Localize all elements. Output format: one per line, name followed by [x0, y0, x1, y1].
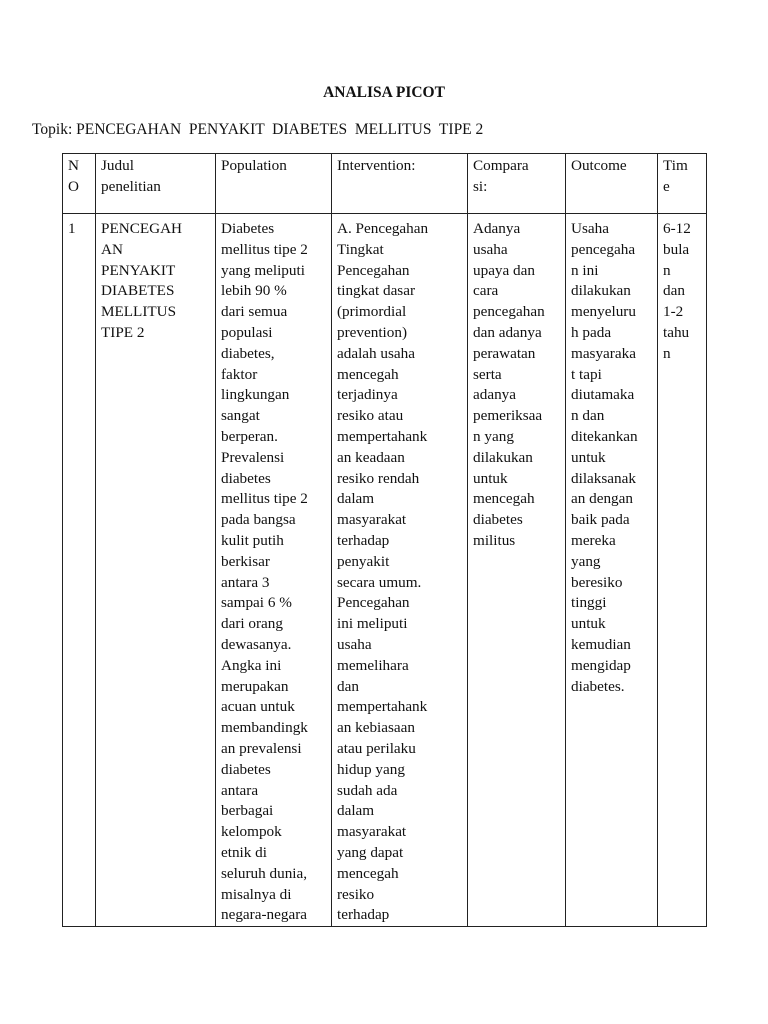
- cell-text-line: PENCEGAH: [101, 220, 183, 237]
- cell-text-line: masyaraka: [571, 344, 636, 362]
- cell-text-line: Population: [221, 157, 287, 174]
- cell-text-line: h pada: [571, 323, 612, 341]
- header-comparasi: [468, 154, 566, 214]
- header-no: [63, 154, 96, 214]
- cell-text-line: yang: [571, 552, 601, 570]
- cell-text-line: negara-negara: [221, 906, 307, 924]
- cell-text-line: diutamaka: [571, 386, 635, 404]
- cell-text-line: n yang: [473, 427, 514, 445]
- cell-text-line: tahu: [663, 323, 690, 341]
- table-row: [63, 214, 707, 927]
- cell-text-line: cara: [473, 282, 499, 300]
- cell-text-line: Adanya: [473, 220, 521, 237]
- cell-judul: [96, 214, 216, 927]
- table-header-row: [63, 154, 707, 214]
- cell-text-line: lingkungan: [221, 386, 290, 404]
- cell-text-line: diabetes: [221, 760, 271, 778]
- cell-text-line: dan: [337, 677, 359, 695]
- cell-text-line: serta: [473, 365, 502, 383]
- cell-text-line: dilakukan: [473, 448, 533, 466]
- cell-text-line: dan: [663, 282, 685, 300]
- cell-text-line: etnik di: [221, 843, 267, 861]
- cell-text-line: terhadap: [337, 906, 390, 924]
- cell-text-line: baik pada: [571, 511, 630, 529]
- header-time: [658, 154, 707, 214]
- cell-text-line: merupakan: [221, 677, 289, 695]
- cell-text-line: t tapi: [571, 365, 602, 383]
- cell-text-line: Usaha: [571, 220, 609, 237]
- cell-text-line: kulit putih: [221, 531, 284, 549]
- header-outcome: [566, 154, 658, 214]
- cell-text-line: dalam: [337, 802, 375, 820]
- cell-text-line: dilaksanak: [571, 469, 636, 487]
- cell-text-line: n ini: [571, 261, 599, 279]
- cell-text-line: sampai 6 %: [221, 594, 292, 612]
- cell-text-line: militus: [473, 531, 516, 549]
- cell-text-line: acuan untuk: [221, 698, 295, 716]
- cell-text-line: atau perilaku: [337, 739, 416, 757]
- cell-text-line: MELLITUS: [101, 303, 177, 321]
- cell-text-line: 1: [68, 220, 76, 237]
- cell-text-line: Prevalensi: [221, 448, 285, 466]
- cell-text-line: AN: [101, 240, 123, 258]
- cell-text-line: Tim: [663, 157, 688, 174]
- cell-text-line: usaha: [473, 240, 508, 258]
- cell-text-line: hidup yang: [337, 760, 405, 778]
- cell-text-line: mencegah: [337, 365, 399, 383]
- cell-text-line: Diabetes: [221, 220, 275, 237]
- cell-text-line: populasi: [221, 323, 273, 341]
- cell-text-line: pencegaha: [571, 240, 636, 258]
- cell-text-line: seluruh dunia,: [221, 864, 308, 882]
- cell-text-line: O: [68, 177, 79, 195]
- cell-text-line: yang meliputi: [221, 261, 305, 279]
- cell-no: [63, 214, 96, 927]
- cell-text-line: penelitian: [101, 177, 161, 195]
- cell-text-line: mencegah: [473, 490, 535, 508]
- cell-text-line: untuk: [473, 469, 508, 487]
- cell-text-line: tinggi: [571, 594, 607, 612]
- cell-text-line: ini meliputi: [337, 615, 408, 633]
- cell-intervention: [332, 214, 468, 927]
- cell-text-line: (primordial: [337, 303, 407, 321]
- cell-text-line: membandingk: [221, 719, 308, 737]
- cell-text-line: n: [663, 261, 671, 279]
- cell-text-line: Judul: [101, 157, 134, 174]
- cell-text-line: kelompok: [221, 823, 282, 841]
- cell-time: [658, 214, 707, 927]
- cell-text-line: resiko rendah: [337, 469, 420, 487]
- cell-text-line: PENYAKIT: [101, 261, 176, 279]
- cell-population: [216, 214, 332, 927]
- cell-text-line: diabetes,: [221, 344, 275, 362]
- cell-text-line: TIPE 2: [101, 323, 145, 341]
- cell-text-line: mereka: [571, 531, 616, 549]
- cell-text-line: mencegah: [337, 864, 399, 882]
- cell-text-line: berperan.: [221, 427, 278, 445]
- cell-text-line: mellitus tipe 2: [221, 490, 308, 508]
- header-intervention: [332, 154, 468, 214]
- cell-text-line: Outcome: [571, 157, 627, 174]
- cell-text-line: misalnya di: [221, 885, 292, 903]
- header-judul: [96, 154, 216, 214]
- header-population: [216, 154, 332, 214]
- cell-text-line: e: [663, 177, 670, 195]
- cell-comparasi: [468, 214, 566, 927]
- cell-text-line: an dengan: [571, 490, 633, 508]
- cell-text-line: mellitus tipe 2: [221, 240, 308, 258]
- cell-text-line: berkisar: [221, 552, 270, 570]
- cell-text-line: an kebiasaan: [337, 719, 416, 737]
- cell-text-line: DIABETES: [101, 282, 175, 300]
- cell-text-line: resiko: [337, 885, 375, 903]
- cell-text-line: faktor: [221, 365, 258, 383]
- cell-text-line: antara: [221, 781, 259, 799]
- cell-text-line: n dan: [571, 407, 605, 425]
- cell-text-line: mempertahank: [337, 698, 428, 716]
- cell-text-line: tingkat dasar: [337, 282, 416, 300]
- cell-text-line: beresiko: [571, 573, 623, 591]
- cell-text-line: adanya: [473, 386, 517, 404]
- cell-text-line: dari orang: [221, 615, 283, 633]
- cell-text-line: diabetes: [473, 511, 523, 529]
- cell-text-line: 6-12: [663, 220, 691, 237]
- cell-text-line: dan adanya: [473, 323, 542, 341]
- cell-text-line: Tingkat: [337, 240, 384, 258]
- cell-text-line: yang dapat: [337, 843, 404, 861]
- cell-text-line: dilakukan: [571, 282, 631, 300]
- cell-text-line: Pencegahan: [337, 261, 410, 279]
- cell-text-line: terjadinya: [337, 386, 398, 404]
- cell-text-line: adalah usaha: [337, 344, 416, 362]
- cell-text-line: an keadaan: [337, 448, 405, 466]
- cell-text-line: bula: [663, 240, 690, 258]
- cell-text-line: perawatan: [473, 344, 536, 362]
- cell-text-line: dari semua: [221, 303, 288, 321]
- cell-text-line: mengidap: [571, 656, 631, 674]
- cell-text-line: menyeluru: [571, 303, 636, 321]
- cell-text-line: pemeriksaa: [473, 407, 543, 425]
- cell-text-line: secara umum.: [337, 573, 422, 591]
- topic-line: Topik: PENCEGAHAN PENYAKIT DIABETES MELLITUS TIPE 2: [32, 121, 484, 138]
- cell-text-line: pencegahan: [473, 303, 545, 321]
- cell-text-line: usaha: [337, 635, 372, 653]
- cell-text-line: Intervention:: [337, 157, 416, 174]
- cell-text-line: Pencegahan: [337, 594, 410, 612]
- cell-text-line: dalam: [337, 490, 375, 508]
- cell-text-line: Compara: [473, 157, 529, 174]
- cell-text-line: sudah ada: [337, 781, 398, 799]
- cell-text-line: si:: [473, 177, 488, 195]
- cell-text-line: 1-2: [663, 303, 684, 321]
- cell-text-line: memelihara: [337, 656, 409, 674]
- cell-text-line: diabetes.: [571, 677, 625, 695]
- cell-text-line: N: [68, 157, 79, 174]
- cell-text-line: sangat: [221, 407, 260, 425]
- cell-text-line: pada bangsa: [221, 511, 296, 529]
- cell-text-line: Angka ini: [221, 656, 282, 674]
- cell-text-line: lebih 90 %: [221, 282, 287, 300]
- cell-text-line: untuk: [571, 615, 606, 633]
- cell-text-line: resiko atau: [337, 407, 404, 425]
- document-title: ANALISA PICOT: [323, 84, 445, 101]
- cell-text-line: n: [663, 344, 671, 362]
- cell-text-line: mempertahank: [337, 427, 428, 445]
- cell-text-line: upaya dan: [473, 261, 535, 279]
- cell-text-line: kemudian: [571, 635, 631, 653]
- cell-text-line: an prevalensi: [221, 739, 302, 757]
- cell-text-line: masyarakat: [337, 511, 407, 529]
- cell-outcome: [566, 214, 658, 927]
- picot-table: [62, 153, 707, 927]
- cell-text-line: prevention): [337, 323, 408, 341]
- cell-text-line: terhadap: [337, 531, 390, 549]
- cell-text-line: diabetes: [221, 469, 271, 487]
- cell-text-line: dewasanya.: [221, 635, 292, 653]
- cell-text-line: masyarakat: [337, 823, 407, 841]
- cell-text-line: antara 3: [221, 573, 270, 591]
- cell-text-line: A. Pencegahan: [337, 220, 429, 237]
- cell-text-line: ditekankan: [571, 427, 638, 445]
- cell-text-line: untuk: [571, 448, 606, 466]
- cell-text-line: berbagai: [221, 802, 274, 820]
- cell-text-line: penyakit: [337, 552, 390, 570]
